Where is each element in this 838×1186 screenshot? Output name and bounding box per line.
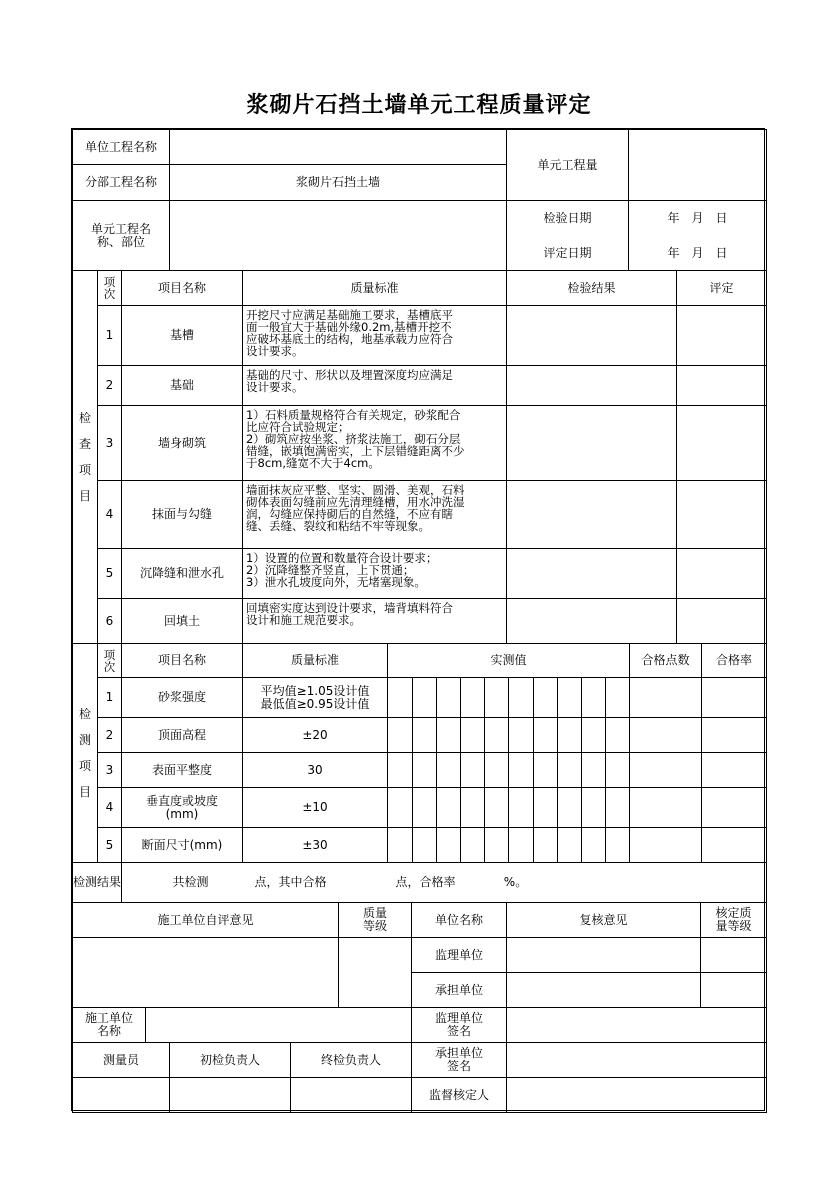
measured-value-field[interactable] <box>533 677 558 718</box>
supervisor-opinion-field[interactable] <box>506 937 701 973</box>
check-item-no: 5 <box>97 548 122 599</box>
pass-count-field[interactable] <box>629 752 702 788</box>
measure-item-name: 表面平整度 <box>121 752 243 788</box>
undertaker-unit-label: 承担单位 <box>411 972 507 1008</box>
check-item-rating-field[interactable] <box>676 405 767 481</box>
measured-value-field[interactable] <box>460 677 485 718</box>
measure-item-standard: ±10 <box>242 787 388 828</box>
measured-value-field[interactable] <box>460 827 485 863</box>
check-item-name: 沉降缝和泄水孔 <box>121 548 243 599</box>
measure-item-no: 1 <box>97 677 122 718</box>
check-header: 评定 <box>676 270 767 306</box>
supervisor-sign-label: 监理单位 签名 <box>411 1007 507 1043</box>
oversight-approver-label: 监督核定人 <box>411 1077 507 1113</box>
measured-value-field[interactable] <box>387 787 413 828</box>
measured-value-field[interactable] <box>412 827 437 863</box>
check-item-result-field[interactable] <box>506 548 677 599</box>
measured-value-field[interactable] <box>508 752 534 788</box>
measured-value-field[interactable] <box>387 717 413 753</box>
check-item-standard: 1）石料质量规格符合有关规定，砂浆配合 比应符合试验规定； 2）砌筑应按坐浆、挤浆法施工，砌石分层 错缝，嵌填饱满密实，上下层错缝距离不少 于8cm,缝宽不大于4cm。 <box>242 405 507 481</box>
pass-rate-field[interactable] <box>701 752 767 788</box>
check-item-standard: 1）设置的位置和数量符合设计要求； 2）沉降缝整齐竖直，上下贯通； 3）泄水孔坡度向外，无堵塞现象。 <box>242 548 507 599</box>
measure-section-label: 检测项目 <box>72 643 98 863</box>
check-item-rating-field[interactable] <box>676 480 767 549</box>
undertaker-sign-label: 承担单位 签名 <box>411 1042 507 1078</box>
measure-item-no: 5 <box>97 827 122 863</box>
measured-value-field[interactable] <box>484 717 509 753</box>
measured-value-field[interactable] <box>484 677 509 718</box>
measured-value-field[interactable] <box>557 787 582 828</box>
measure-item-name: 顶面高程 <box>121 717 243 753</box>
unit-name-col-label: 单位名称 <box>411 902 507 938</box>
pass-rate-field[interactable] <box>701 787 767 828</box>
surveyor-label: 测量员 <box>72 1042 170 1078</box>
measured-value-field[interactable] <box>412 717 437 753</box>
measure-header: 项目名称 <box>121 643 243 678</box>
page-title: 浆砌片石挡土墙单元工程质量评定 <box>246 93 592 118</box>
measured-value-field[interactable] <box>436 677 461 718</box>
undertaker-opinion-field[interactable] <box>506 972 701 1008</box>
measured-value-field[interactable] <box>605 677 630 718</box>
measured-value-field[interactable] <box>581 677 606 718</box>
unit-name-field[interactable] <box>169 200 507 271</box>
supervisor-grade-field[interactable] <box>700 937 767 973</box>
measure-item-standard: ±30 <box>242 827 388 863</box>
measured-value-field[interactable] <box>533 787 558 828</box>
measured-value-field[interactable] <box>557 752 582 788</box>
measure-item-name: 断面尺寸(mm) <box>121 827 243 863</box>
check-item-name: 基础 <box>121 365 243 406</box>
final-inspector-sign-field[interactable] <box>290 1077 412 1113</box>
pass-count-field[interactable] <box>629 827 702 863</box>
check-item-name: 基槽 <box>121 305 243 366</box>
oversight-approver-field[interactable] <box>506 1077 767 1113</box>
eval-date-label: 评定日期 <box>543 245 592 260</box>
measure-item-standard: 平均值≥1.05设计值 最低值≥0.95设计值 <box>242 677 388 718</box>
check-item-rating-field[interactable] <box>676 548 767 599</box>
measured-value-field[interactable] <box>436 752 461 788</box>
measure-item-no: 2 <box>97 717 122 753</box>
self-eval-label: 施工单位自评意见 <box>72 902 339 938</box>
check-header: 检验结果 <box>506 270 677 306</box>
check-item-name: 回填土 <box>121 598 243 644</box>
check-item-result-field[interactable] <box>506 598 677 644</box>
measured-value-field[interactable] <box>484 752 509 788</box>
measure-header: 合格点数 <box>629 643 702 678</box>
initial-inspector-label: 初检负责人 <box>169 1042 291 1078</box>
measure-item-no: 3 <box>97 752 122 788</box>
check-item-rating-field[interactable] <box>676 365 767 406</box>
result-text-total: 共检测 <box>172 875 209 889</box>
measured-value-field[interactable] <box>387 827 413 863</box>
check-item-no: 4 <box>97 480 122 549</box>
measured-value-field[interactable] <box>484 787 509 828</box>
measured-value-field[interactable] <box>533 827 558 863</box>
measured-value-field[interactable] <box>605 827 630 863</box>
supervisor-unit-label: 监理单位 <box>411 937 507 973</box>
check-item-standard: 开挖尺寸应满足基础施工要求，基槽底平 面一般宜大于基础外缘0.2m,基槽开挖不 应破坏基底土的结构，地基承载力应符合 设计要求。 <box>242 305 507 366</box>
pass-count-field[interactable] <box>629 717 702 753</box>
measure-item-standard: 30 <box>242 752 388 788</box>
quality-grade-label: 质量 等级 <box>338 902 412 938</box>
initial-inspector-sign-field[interactable] <box>169 1077 291 1113</box>
check-item-standard: 基础的尺寸、形状以及埋置深度均应满足 设计要求。 <box>242 365 507 406</box>
measured-value-field[interactable] <box>605 752 630 788</box>
check-item-no: 3 <box>97 405 122 481</box>
supervisor-sign-field[interactable] <box>506 1007 767 1043</box>
quality-grade-field[interactable] <box>338 937 412 1008</box>
constructor-name-label: 施工单位 名称 <box>72 1007 146 1043</box>
measured-value-field[interactable] <box>533 717 558 753</box>
measured-value-field[interactable] <box>508 677 534 718</box>
measured-value-field[interactable] <box>412 677 437 718</box>
check-item-no: 1 <box>97 305 122 366</box>
check-item-name: 墙身砌筑 <box>121 405 243 481</box>
measure-header: 实测值 <box>387 643 630 678</box>
unit-project-label: 单位工程名称 <box>72 129 170 165</box>
result-text-percent: %。 <box>503 875 528 889</box>
measured-value-field[interactable] <box>387 752 413 788</box>
inspect-date-label: 检验日期 <box>543 210 592 225</box>
measure-item-name: 垂直度或坡度 (mm) <box>121 787 243 828</box>
check-item-result-field[interactable] <box>506 480 677 549</box>
sub-project-field[interactable]: 浆砌片石挡土墙 <box>169 164 507 201</box>
eval-date-field[interactable]: 年 月 日 <box>667 245 728 260</box>
measured-value-field[interactable] <box>412 787 437 828</box>
measured-value-field[interactable] <box>581 752 606 788</box>
measure-item-standard: ±20 <box>242 717 388 753</box>
final-grade-label: 核定质 量等级 <box>700 902 767 938</box>
measured-value-field[interactable] <box>605 717 630 753</box>
check-item-name: 抹面与勾缝 <box>121 480 243 549</box>
measured-value-field[interactable] <box>557 717 582 753</box>
pass-rate-field[interactable] <box>701 677 767 718</box>
result-text-rate: 点，合格率 <box>395 875 456 889</box>
measured-value-field[interactable] <box>412 752 437 788</box>
sub-project-label: 分部工程名称 <box>72 164 170 201</box>
measure-item-no: 4 <box>97 787 122 828</box>
self-eval-field[interactable] <box>72 937 339 1008</box>
measure-header: 项 次 <box>97 643 122 678</box>
check-header: 质量标准 <box>242 270 507 306</box>
check-item-standard: 墙面抹灰应平整、坚实、圆滑、美观，石料 砌体表面勾缝前应先清理缝槽，用水冲洗湿 润，勾缝应保持砌后的自然缝，不应有瞎 缝、丢缝、裂纹和粘结不牢等现象。 <box>242 480 507 549</box>
measured-value-field[interactable] <box>508 717 534 753</box>
pass-count-field[interactable] <box>629 677 702 718</box>
pass-rate-field[interactable] <box>701 827 767 863</box>
check-item-no: 6 <box>97 598 122 644</box>
measured-value-field[interactable] <box>581 717 606 753</box>
measured-value-field[interactable] <box>484 827 509 863</box>
measure-header: 合格率 <box>701 643 767 678</box>
undertaker-sign-field[interactable] <box>506 1042 767 1078</box>
constructor-name-field[interactable] <box>145 1007 412 1043</box>
measured-value-field[interactable] <box>436 827 461 863</box>
check-item-no: 2 <box>97 365 122 406</box>
check-item-result-field[interactable] <box>506 305 677 366</box>
measured-value-field[interactable] <box>557 677 582 718</box>
unit-name-label: 单元工程名 称、部位 <box>72 200 170 271</box>
measure-header: 质量标准 <box>242 643 388 678</box>
measured-value-field[interactable] <box>460 717 485 753</box>
unit-quantity-field[interactable] <box>628 129 767 201</box>
final-inspector-label: 终检负责人 <box>290 1042 412 1078</box>
check-header: 项目名称 <box>121 270 243 306</box>
unit-project-field[interactable] <box>169 129 507 165</box>
result-label: 检测结果 <box>72 862 122 903</box>
measured-value-field[interactable] <box>581 787 606 828</box>
check-item-rating-field[interactable] <box>676 598 767 644</box>
measure-item-name: 砂浆强度 <box>121 677 243 718</box>
surveyor-sign-field[interactable] <box>72 1077 170 1113</box>
inspect-date-field[interactable]: 年 月 日 <box>667 210 728 225</box>
measured-value-field[interactable] <box>605 787 630 828</box>
measured-value-field[interactable] <box>460 787 485 828</box>
check-item-standard: 回填密实度达到设计要求，墙背填料符合 设计和施工规范要求。 <box>242 598 507 644</box>
measured-value-field[interactable] <box>533 752 558 788</box>
measured-value-field[interactable] <box>508 787 534 828</box>
measured-value-field[interactable] <box>581 827 606 863</box>
measured-value-field[interactable] <box>436 787 461 828</box>
measured-value-field[interactable] <box>508 827 534 863</box>
pass-count-field[interactable] <box>629 787 702 828</box>
result-text-passed: 点，其中合格 <box>254 875 327 889</box>
check-header: 项 次 <box>97 270 122 306</box>
measured-value-field[interactable] <box>460 752 485 788</box>
measured-value-field[interactable] <box>557 827 582 863</box>
review-opinion-label: 复核意见 <box>506 902 701 938</box>
measured-value-field[interactable] <box>387 677 413 718</box>
check-section-label: 检查项目 <box>72 270 98 644</box>
check-item-rating-field[interactable] <box>676 305 767 366</box>
measured-value-field[interactable] <box>436 717 461 753</box>
unit-quantity-label: 单元工程量 <box>506 129 629 201</box>
undertaker-grade-field[interactable] <box>700 972 767 1008</box>
pass-rate-field[interactable] <box>701 717 767 753</box>
check-item-result-field[interactable] <box>506 365 677 406</box>
check-item-result-field[interactable] <box>506 405 677 481</box>
